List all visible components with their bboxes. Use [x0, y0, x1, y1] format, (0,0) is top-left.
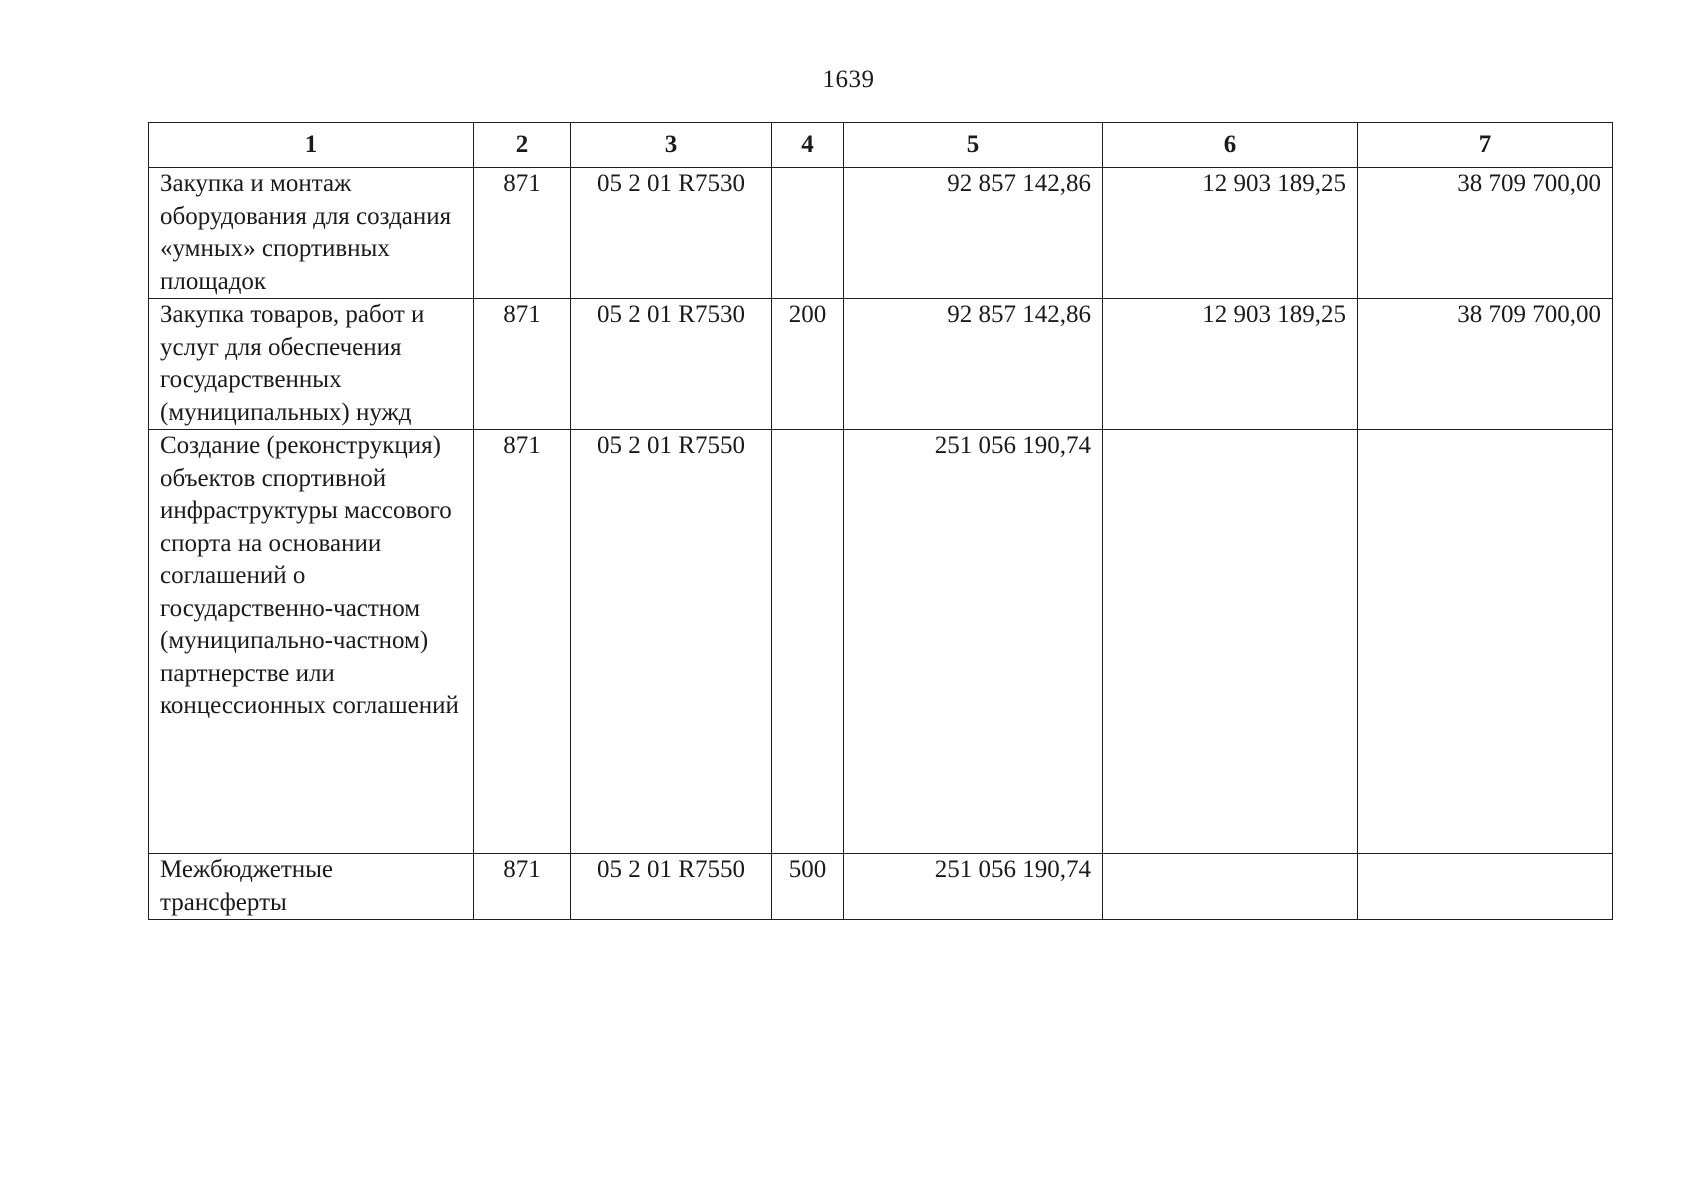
row-amount-5: 92 857 142,86 — [844, 168, 1103, 299]
row-name: Межбюджетные трансферты — [149, 854, 474, 920]
row-code: 871 — [474, 854, 571, 920]
column-header-4: 4 — [772, 123, 844, 168]
header-row — [149, 123, 1613, 168]
row-amount-6: 12 903 189,25 — [1103, 168, 1358, 299]
table-row — [149, 854, 1613, 920]
row-amount-7 — [1358, 854, 1613, 920]
row-code: 871 — [474, 168, 571, 299]
row-classifier: 05 2 01 R7550 — [571, 854, 772, 920]
row-code: 871 — [474, 299, 571, 430]
row-type: 500 — [772, 854, 844, 920]
row-amount-7: 38 709 700,00 — [1358, 168, 1613, 299]
row-amount-6 — [1103, 854, 1358, 920]
column-header-7: 7 — [1358, 123, 1613, 168]
column-header-2: 2 — [474, 123, 571, 168]
column-header-1: 1 — [149, 123, 474, 168]
table-row — [149, 430, 1613, 854]
column-header-5: 5 — [844, 123, 1103, 168]
row-name: Создание (реконструкция) объектов спортивной инфраструктуры массового спорта на основании соглашений о государственно-частном (муниципально-частном) партнерстве или концессионных соглашений — [149, 430, 474, 854]
row-amount-5: 251 056 190,74 — [844, 430, 1103, 854]
column-header-6: 6 — [1103, 123, 1358, 168]
row-type — [772, 168, 844, 299]
row-type: 200 — [772, 299, 844, 430]
row-name: Закупка товаров, работ и услуг для обеспечения государственных (муниципальных) нужд — [149, 299, 474, 430]
row-classifier: 05 2 01 R7530 — [571, 299, 772, 430]
row-name: Закупка и монтаж оборудования для создания «умных» спортивных площадок — [149, 168, 474, 299]
column-header-3: 3 — [571, 123, 772, 168]
table-row — [149, 168, 1613, 299]
budget-table — [148, 122, 1613, 920]
row-classifier: 05 2 01 R7530 — [571, 168, 772, 299]
row-amount-5: 251 056 190,74 — [844, 854, 1103, 920]
row-code: 871 — [474, 430, 571, 854]
row-amount-6 — [1103, 430, 1358, 854]
row-amount-5: 92 857 142,86 — [844, 299, 1103, 430]
row-amount-7: 38 709 700,00 — [1358, 299, 1613, 430]
page-number: 1639 — [822, 66, 875, 93]
row-amount-7 — [1358, 430, 1613, 854]
row-type — [772, 430, 844, 854]
table-row — [149, 299, 1613, 430]
row-amount-6: 12 903 189,25 — [1103, 299, 1358, 430]
row-classifier: 05 2 01 R7550 — [571, 430, 772, 854]
